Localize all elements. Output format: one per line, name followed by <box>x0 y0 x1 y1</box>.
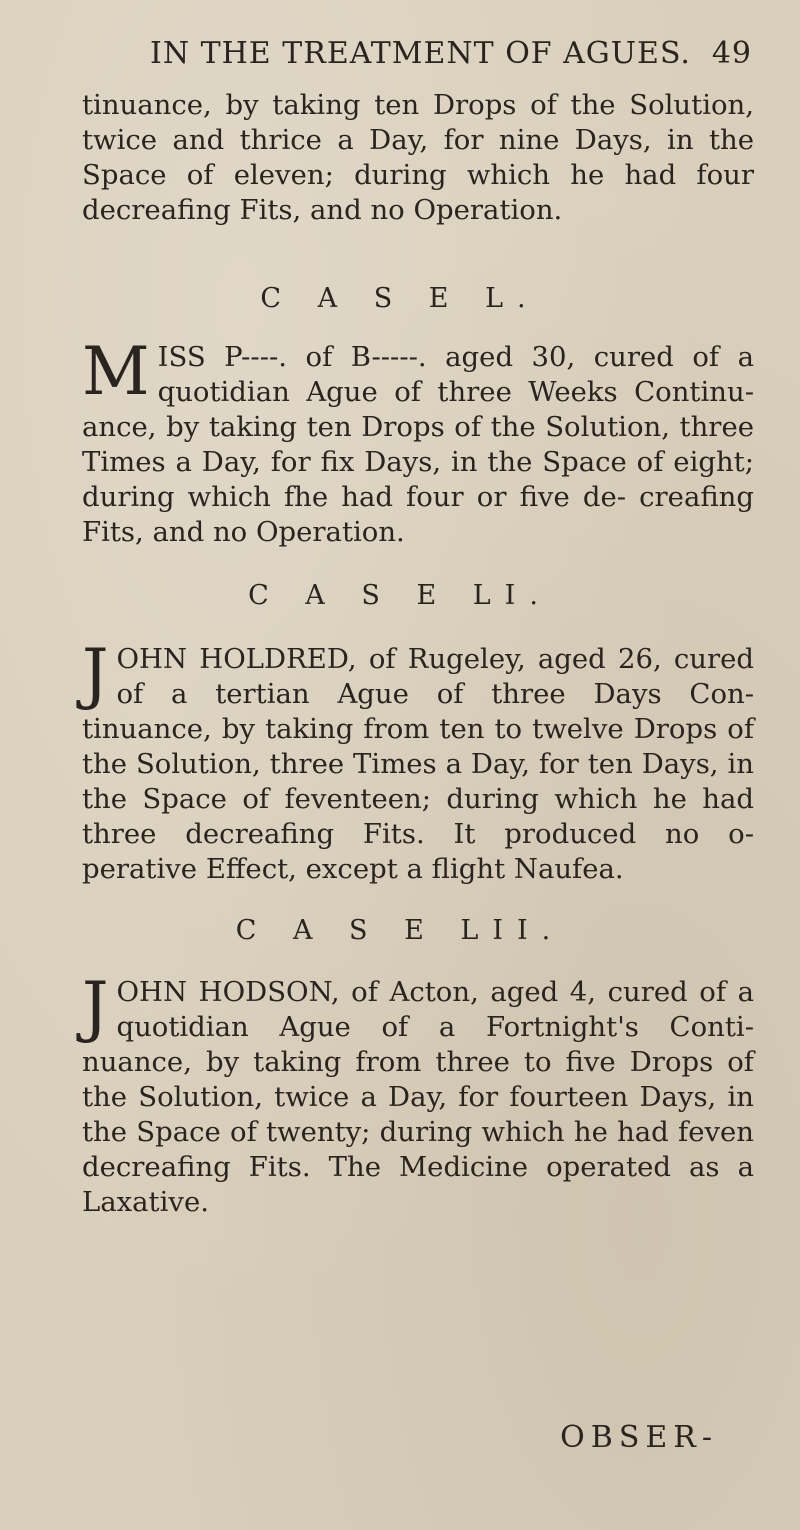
case-li-paragraph <box>82 635 754 887</box>
paragraph-text: ISS P----. of B-----. aged 30, cured of a quotidian Ague of three Weeks Continu- ance, by taking ten Drops of the Solution, three Times a Day, for fix Days, in the Space of eight; during which fhe had four or five de- creafing Fits, and no Operation. <box>82 341 754 548</box>
page-number: 49 <box>711 36 752 71</box>
case-heading-l: C A S E L. <box>260 283 540 314</box>
drop-cap: M <box>82 333 150 410</box>
case-l-paragraph <box>82 333 754 550</box>
case-heading-lii: C A S E LII. <box>235 915 565 946</box>
drop-cap: J <box>82 635 109 712</box>
paragraph-text: OHN HODSON, of Acton, aged 4, cured of a quotidian Ague of a Fortnight's Conti- nuance, by taking from three to five Drops of the Solution, twice a Day, for fourteen Days, in the Space of twenty; during which he had feven decreafing Fits. The Medicine operated as a Laxative. <box>82 976 754 1218</box>
running-header <box>150 36 750 71</box>
paragraph-text: tinuance, by taking ten Drops of the Solution, twice and thrice a Day, for nine Days, in the Space of eleven; during which he had four decreafing Fits, and no Operation. <box>82 89 754 226</box>
header-title: IN THE TREATMENT OF AGUES. <box>150 36 691 71</box>
paragraph-text: OHN HOLDRED, of Rugeley, aged 26, cured of a tertian Ague of three Days Con- tinuance, by taking from ten to twelve Drops of the Solution, three Times a Day, for ten Days, in the Space of feventeen; during which he had three decreafing Fits. It produced no o- perative Effect, except a flight Naufea. <box>82 643 754 885</box>
continued-paragraph <box>82 88 754 228</box>
case-heading-li: C A S E LI. <box>248 580 552 611</box>
catchword: OBSER- <box>560 1420 718 1455</box>
drop-cap: J <box>82 968 109 1045</box>
case-lii-paragraph <box>82 968 754 1220</box>
